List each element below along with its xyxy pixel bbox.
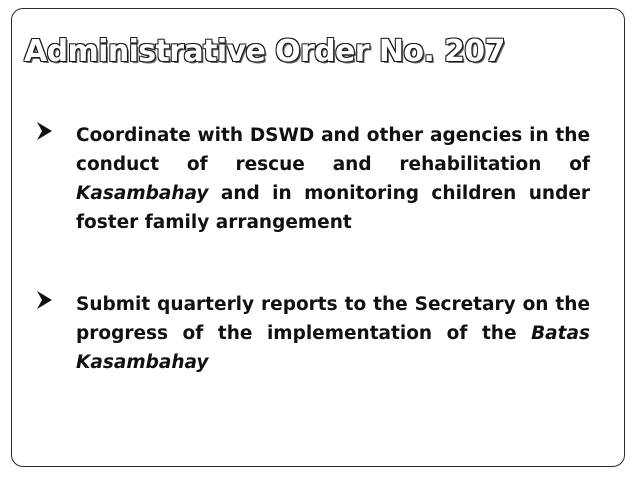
bullet-text xyxy=(76,121,590,237)
bullet-text-part: Coordinate with DSWD and other agencies in the conduct of rescue and rehabilitation of xyxy=(76,125,590,175)
slide-title: Administrative Order No. 207 xyxy=(24,34,505,69)
bullet-text-part: Submit quarterly reports to the Secretary on the progress of the implementation of the xyxy=(76,294,590,344)
bullet-text-emphasis: Batas Kasambahay xyxy=(76,323,590,373)
arrow-bullet-icon xyxy=(36,290,53,310)
bullet-text xyxy=(76,290,590,377)
arrow-bullet-icon xyxy=(36,121,53,141)
bullet-text-part: and in monitoring children under foster family arrangement xyxy=(76,183,590,233)
slide-frame xyxy=(11,8,625,467)
bullet-text-emphasis: Kasambahay xyxy=(76,183,209,204)
